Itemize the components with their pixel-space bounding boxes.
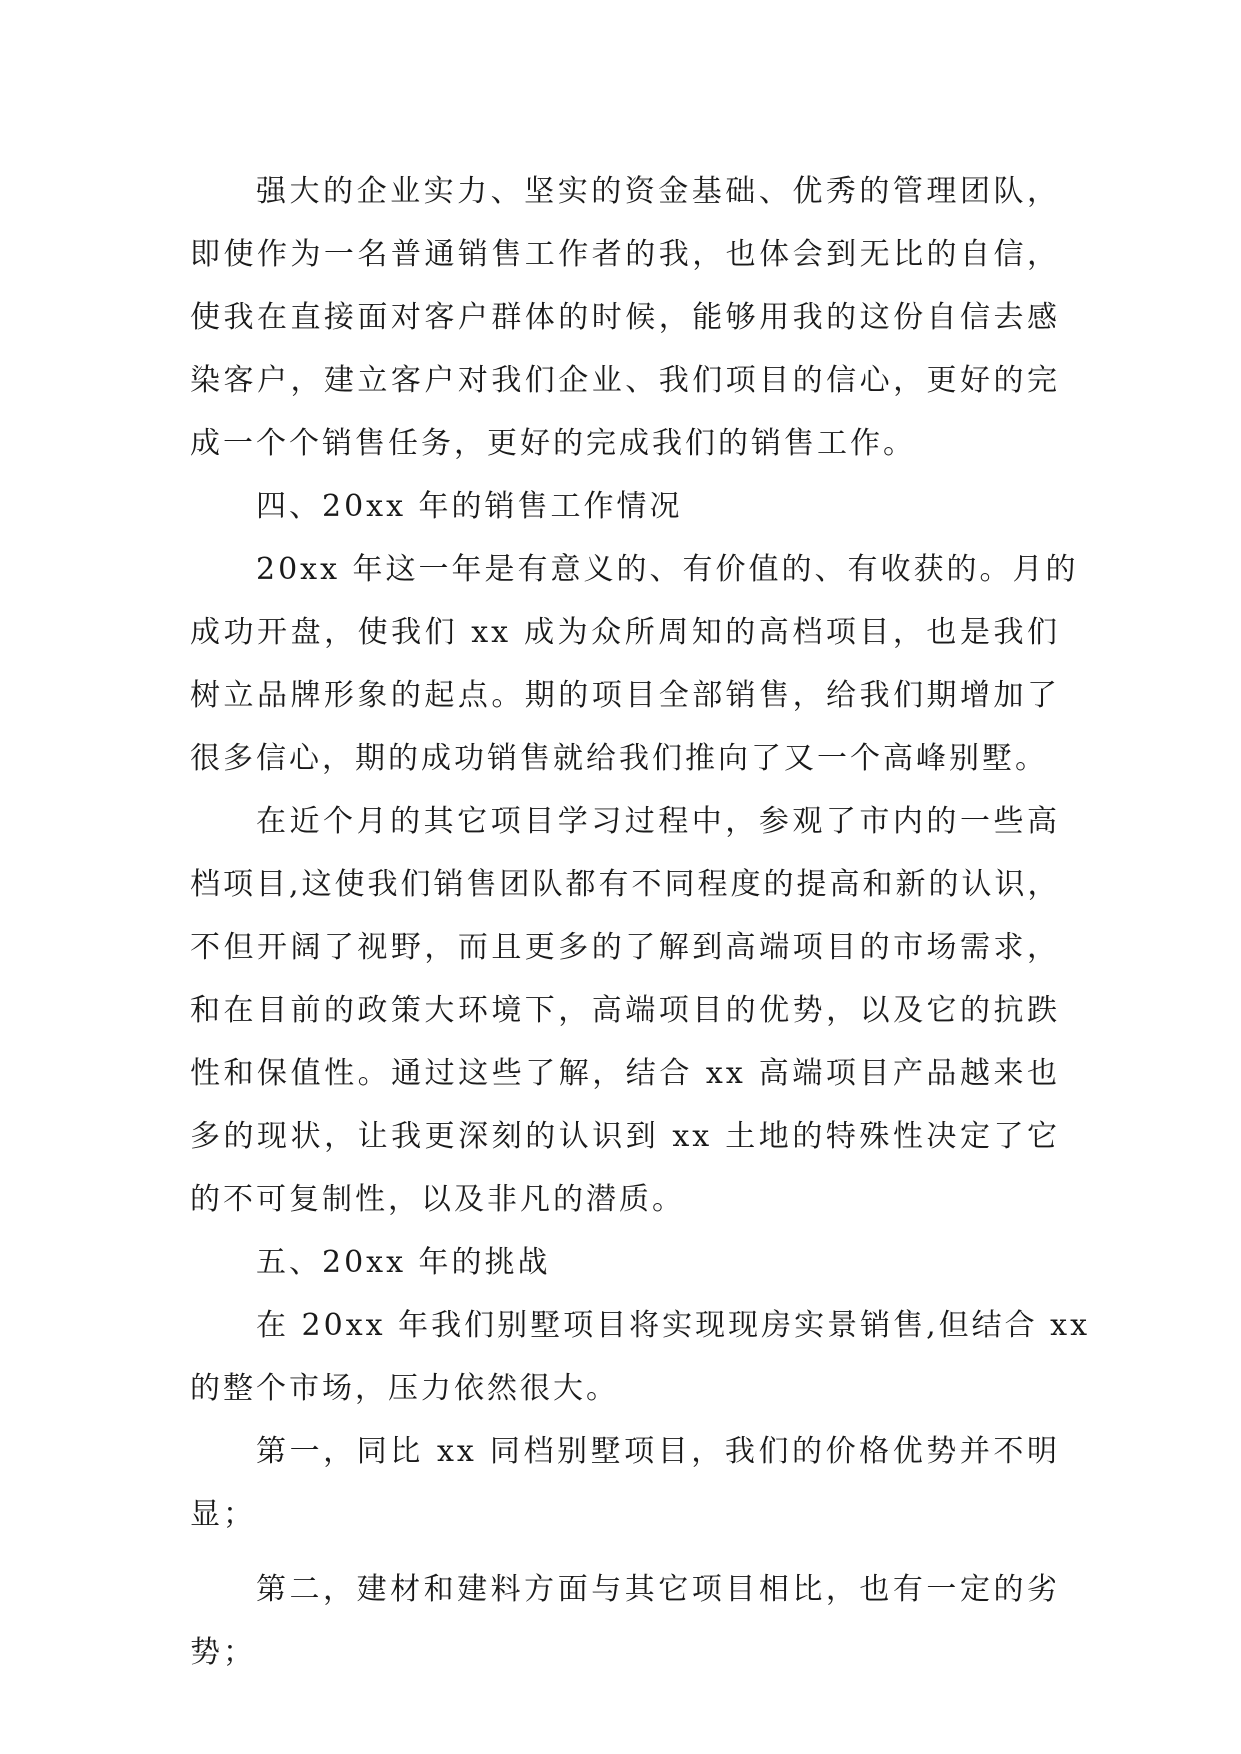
para-challenge-two	[190, 1558, 1060, 1684]
text-line: 档项目,这使我们销售团队都有不同程度的提高和新的认识，	[190, 867, 1061, 902]
text-line: 使我在直接面对客户群体的时候，能够用我的这份自信去感	[190, 300, 1060, 335]
para-market-pressure	[190, 1294, 1090, 1420]
text-line: 显；	[190, 1497, 256, 1532]
text-line: 树立品牌形象的起点。期的项目全部销售，给我们期增加了	[190, 678, 1060, 713]
text-line: 20xx 年这一年是有意义的、有价值的、有收获的。月的	[256, 552, 1079, 587]
para-year-summary	[190, 538, 1079, 790]
text-line: 势；	[190, 1635, 256, 1670]
text-line: 强大的企业实力、坚实的资金基础、优秀的管理团队，	[256, 174, 1060, 209]
text-line: 在 20xx 年我们别墅项目将实现现房实景销售,但结合 xx	[256, 1308, 1090, 1343]
text-line: 成功开盘，使我们 xx 成为众所周知的高档项目，也是我们	[190, 615, 1060, 650]
text-line: 五、20xx 年的挑战	[256, 1245, 551, 1280]
text-line: 多的现状，让我更深刻的认识到 xx 土地的特殊性决定了它	[190, 1119, 1060, 1154]
para-challenge-one	[190, 1420, 1060, 1546]
text-line: 很多信心，期的成功销售就给我们推向了又一个高峰别墅。	[190, 741, 1048, 776]
text-line: 的整个市场，压力依然很大。	[190, 1371, 619, 1406]
text-line: 四、20xx 年的销售工作情况	[256, 489, 683, 524]
text-line: 成一个个销售任务，更好的完成我们的销售工作。	[190, 426, 916, 461]
text-line: 第二，建材和建料方面与其它项目相比，也有一定的劣	[256, 1572, 1060, 1607]
text-line: 染客户，建立客户对我们企业、我们项目的信心，更好的完	[190, 363, 1060, 398]
para-study-visits	[190, 790, 1060, 1231]
text-line: 和在目前的政策大环境下，高端项目的优势，以及它的抗跌	[190, 993, 1060, 1028]
document-body	[190, 160, 1090, 1684]
text-line: 性和保值性。通过这些了解，结合 xx 高端项目产品越来也	[190, 1056, 1060, 1091]
heading-section-five	[190, 1231, 1060, 1294]
text-line: 第一，同比 xx 同档别墅项目，我们的价格优势并不明	[256, 1434, 1060, 1469]
text-line: 即使作为一名普通销售工作者的我，也体会到无比的自信，	[190, 237, 1060, 272]
text-line: 不但开阔了视野，而且更多的了解到高端项目的市场需求，	[190, 930, 1060, 965]
heading-section-four	[190, 475, 1060, 538]
text-line: 在近个月的其它项目学习过程中，参观了市内的一些高	[256, 804, 1060, 839]
para-company-strength	[190, 160, 1060, 475]
text-line: 的不可复制性，以及非凡的潜质。	[190, 1182, 685, 1217]
